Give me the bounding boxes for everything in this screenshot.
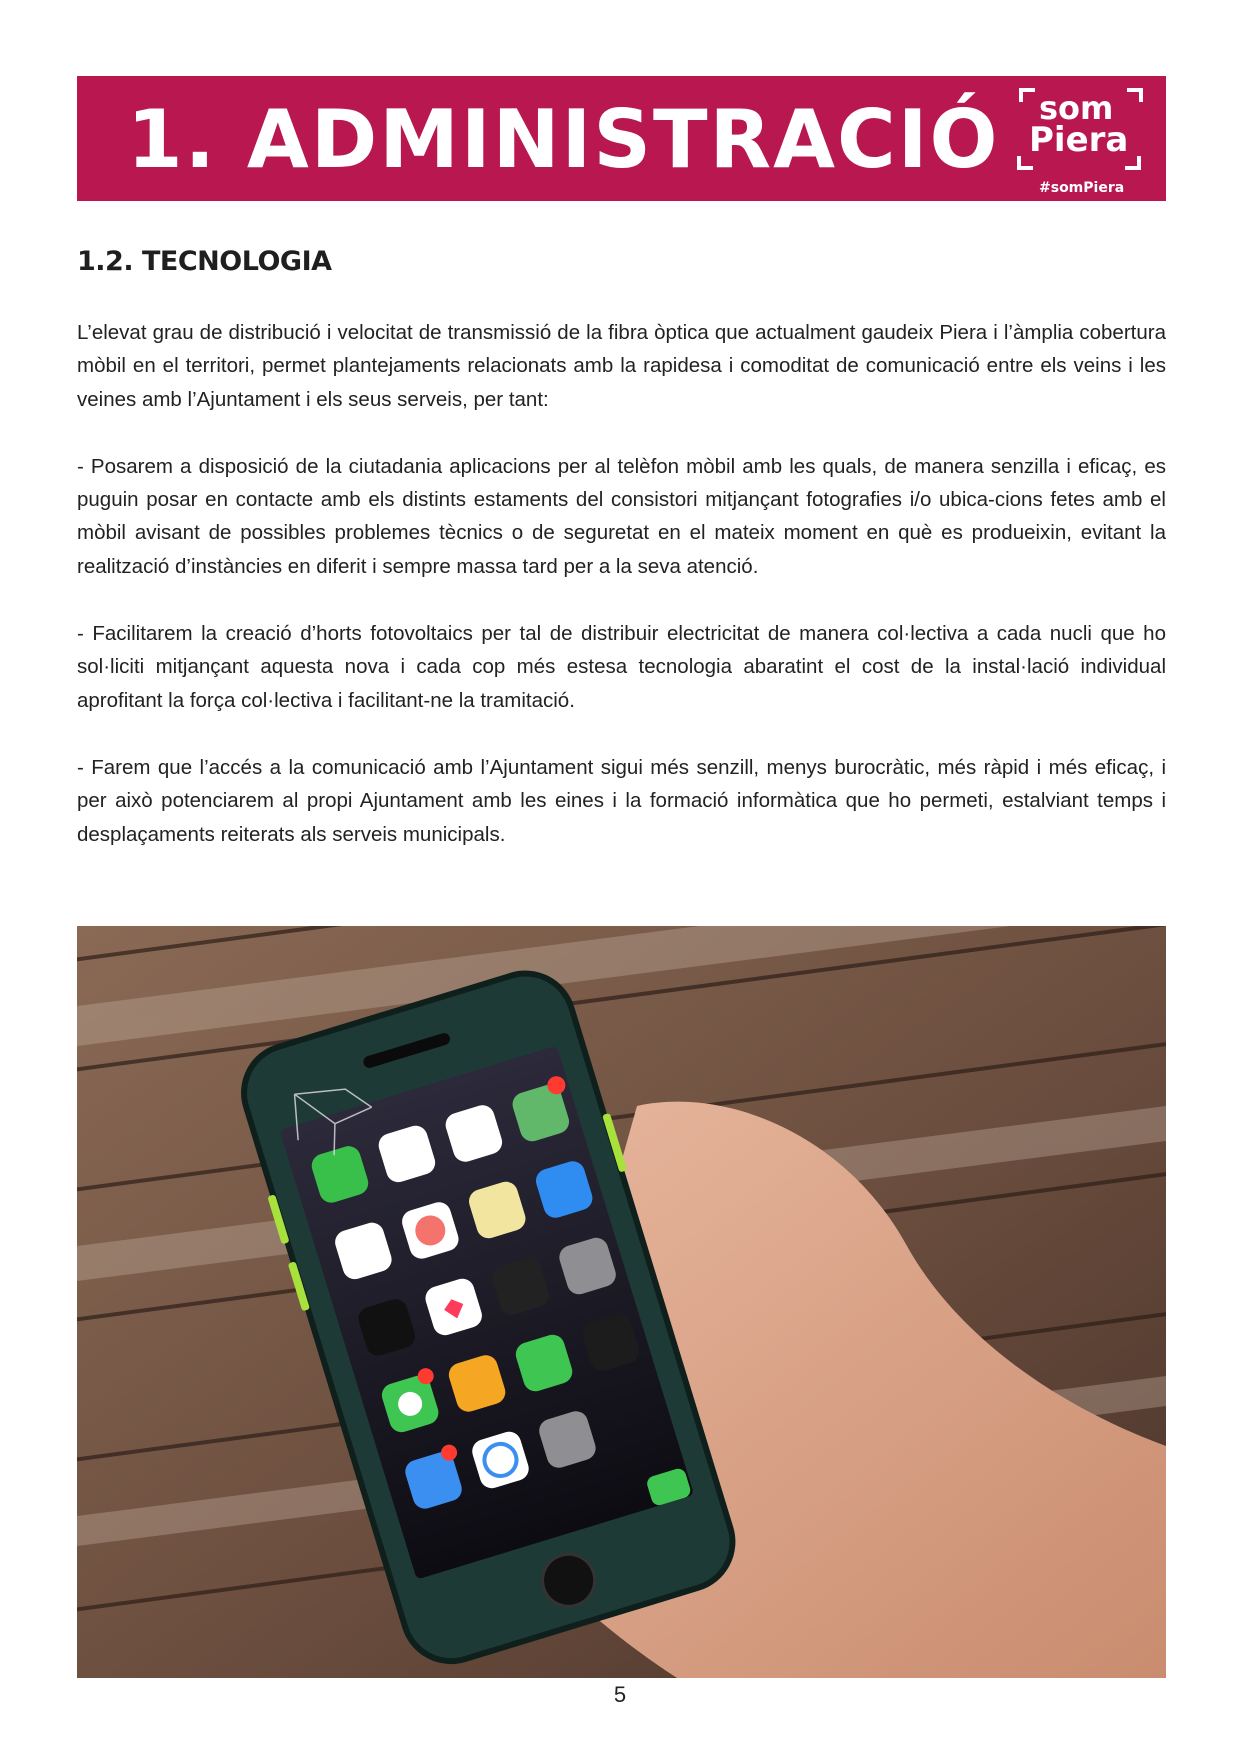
som-piera-logo: [989, 76, 1166, 201]
photo-illustration: [77, 926, 1166, 1678]
logo-som-text: som: [1039, 89, 1114, 127]
logo-hashtag: #somPiera: [1039, 180, 1125, 196]
header-banner: [77, 76, 1166, 201]
mobile-apps-paragraph: - Posarem a disposició de la ciutadania aplicacions per al telèfon mòbil amb les quals, de manera senzilla i eficaç, es puguin posar en contacte amb els distints estaments del consistori mitjançant fotografies i/o ubica-cions fetes amb el mòbil avisant de possibles problemes tècnics o de seguretat en el mateix moment en què es produeixin, evitant la realització d’instàncies en diferit i sempre massa tard per a la seva atenció.: [77, 454, 1166, 578]
body-text: [77, 316, 1166, 885]
solar-gardens-paragraph: - Facilitarem la creació d’horts fotovoltaics per tal de distribuir electricitat de manera col·lectiva a cada nucli que ho sol·liciti mitjançant aquesta nova i cada cop més estesa tecnologia abaratint el cost de la instal·lació individual aprofitant la força col·lectiva i facilitant-ne la tramitació.: [77, 622, 1166, 712]
logo-piera-text: Piera: [1029, 120, 1129, 160]
page-number: 5: [613, 1682, 627, 1707]
intro-paragraph: L’elevat grau de distribució i velocitat de transmissió de la fibra òptica que actualment gaudeix Piera i l’àmplia cobertura mòbil en el territori, permet plantejaments relacionats amb la rapidesa i comoditat de comunicació entre els veins i les veines amb l’Ajuntament i els seus serveis, per tant:: [77, 321, 1166, 411]
chapter-title: 1. ADMINISTRACIÓ: [127, 93, 1000, 186]
section-heading: 1.2. TECNOLOGIA: [77, 246, 332, 277]
city-hall-access-paragraph: - Farem que l’accés a la comunicació amb l’Ajuntament sigui més senzill, menys burocràtic, més ràpid i més eficaç, i per això potenciarem al propi Ajuntament amb les eines i la formació informàtica que ho permeti, estalviant temps i desplaçaments reiterats als serveis municipals.: [77, 755, 1166, 846]
smartphone-photo: [77, 926, 1166, 1678]
